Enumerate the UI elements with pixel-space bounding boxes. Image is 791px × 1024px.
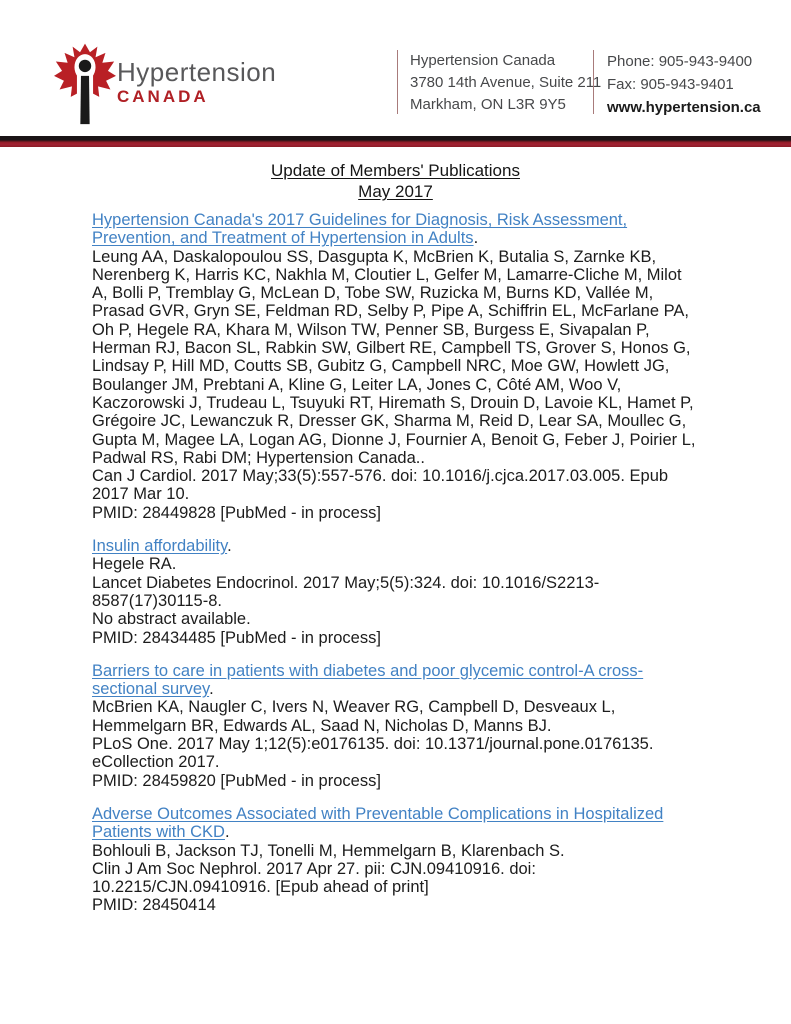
- logo-wordmark: [117, 59, 276, 105]
- publication-citation: PLoS One. 2017 May 1;12(5):e0176135. doi: 10.1371/journal.pone.0176135. eCollection 2017.: [92, 735, 654, 772]
- publication-authors: McBrien KA, Naugler C, Ivers N, Weaver RG, Campbell D, Desveaux L, Hemmelgarn BR, Edwards AL, Saad N, Nicholas D, Manns BJ.: [92, 698, 616, 735]
- publication-link[interactable]: Barriers to care in patients with diabetes and poor glycemic control-A cross-sectional survey: [92, 661, 644, 699]
- publication-title: [92, 805, 700, 842]
- publication-authors: Hegele RA.: [92, 555, 177, 574]
- publication-citation: Clin J Am Soc Nephrol. 2017 Apr 27. pii: CJN.09410916. doi: 10.2215/CJN.09410916. [Epub ahead of print]: [92, 859, 536, 897]
- publication-entry: [92, 537, 700, 647]
- publication-entry: [92, 662, 700, 790]
- address-street: 3780 14th Avenue, Suite 211: [410, 74, 602, 91]
- publication-entry: [92, 211, 700, 522]
- title-period: .: [473, 229, 479, 248]
- address-block: [397, 50, 601, 114]
- publication-authors: Bohlouli B, Jackson TJ, Tonelli M, Hemmelgarn B, Klarenbach S.: [92, 841, 565, 860]
- contact-block: [593, 50, 761, 114]
- title-period: .: [224, 823, 230, 842]
- publication-citation: Can J Cardiol. 2017 May;33(5):557-576. doi: 10.1016/j.cjca.2017.03.005. Epub 2017 Mar 10.: [92, 467, 669, 504]
- publication-pmid: PMID: 28450414: [92, 896, 216, 915]
- page-title-line1: Update of Members' Publications: [271, 161, 520, 180]
- publication-authors: Leung AA, Daskalopoulou SS, Dasgupta K, McBrien K, Butalia S, Zarnke KB, Nerenberg K, Harris KC, Nakhla M, Cloutier L, Gelfer M, Lamarre-Cliche M, Milot A, Bolli P, Tremblay G, McLean D, Tobe SW, Ruzicka M, Burns KD, Vallée M, Prasad GVR, Gryn SE, Feldman RD, Selby P, Pipe A, Schiffrin EL, McFarlane PA, Oh P, Hegele RA, Khara M, Wilson TW, Penner SB, Burgess E, Sivapalan P, Herman RJ, Bacon SL, Rabkin SW, Gilbert RE, Campbell TS, Grover S, Honos G, Lindsay P, Hill MD, Coutts SB, Gubitz G, Campbell NRC, Moe GW, Howlett JG, Boulanger JM, Prebtani A, Kline G, Leiter LA, Jones C, Côté AM, Woo V, Kaczorowski J, Trudeau L, Tsuyuki RT, Hiremath S, Drouin D, Lavoie KL, Hamet P, Grégoire JC, Lewanczuk R, Dresser GK, Sharma M, Reid D, Lear SA, Moullec G, Gupta M, Magee LA, Logan AG, Dionne J, Fournier A, Benoit G, Feber J, Poirier L, Padwal RS, Rabi DM; Hypertension Canada..: [92, 247, 696, 467]
- contact-fax: Fax: 905-943-9401: [607, 76, 734, 93]
- publication-link[interactable]: Hypertension Canada's 2017 Guidelines for Diagnosis, Risk Assessment, Prevention, and Treatment of Hypertension in Adults: [92, 211, 628, 248]
- publication-citation: Lancet Diabetes Endocrinol. 2017 May;5(5):324. doi: 10.1016/S2213-8587(17)30115-8.: [92, 573, 600, 610]
- maple-leaf-logo-icon: [54, 41, 116, 128]
- address-city: Markham, ON L3R 9Y5: [410, 96, 566, 113]
- contact-website: www.hypertension.ca: [607, 99, 761, 116]
- publication-title: [92, 537, 700, 555]
- publication-link[interactable]: Insulin affordability: [92, 537, 228, 556]
- title-period: .: [209, 680, 214, 699]
- publication-pmid: PMID: 28449828 [PubMed - in process]: [92, 503, 381, 522]
- page-title-line2: May 2017: [358, 182, 433, 201]
- title-period: .: [227, 537, 232, 556]
- publication-note: No abstract available.: [92, 610, 251, 629]
- publication-pmid: PMID: 28459820 [PubMed - in process]: [92, 771, 381, 790]
- address-org: Hypertension Canada: [410, 52, 556, 69]
- logo-country: CANADA: [117, 87, 209, 106]
- publications-list: [92, 211, 700, 930]
- publication-title: [92, 662, 700, 699]
- letterhead-divider-bar: [0, 136, 791, 147]
- publication-entry: [92, 805, 700, 915]
- publication-title: [92, 211, 700, 248]
- contact-phone: Phone: 905-943-9400: [607, 53, 753, 70]
- publication-pmid: PMID: 28434485 [PubMed - in process]: [92, 628, 381, 647]
- page-title: [0, 160, 791, 202]
- logo-name: Hypertension: [117, 57, 277, 87]
- publication-link[interactable]: Adverse Outcomes Associated with Preventable Complications in Hospitalized Patients with CKD: [92, 804, 664, 842]
